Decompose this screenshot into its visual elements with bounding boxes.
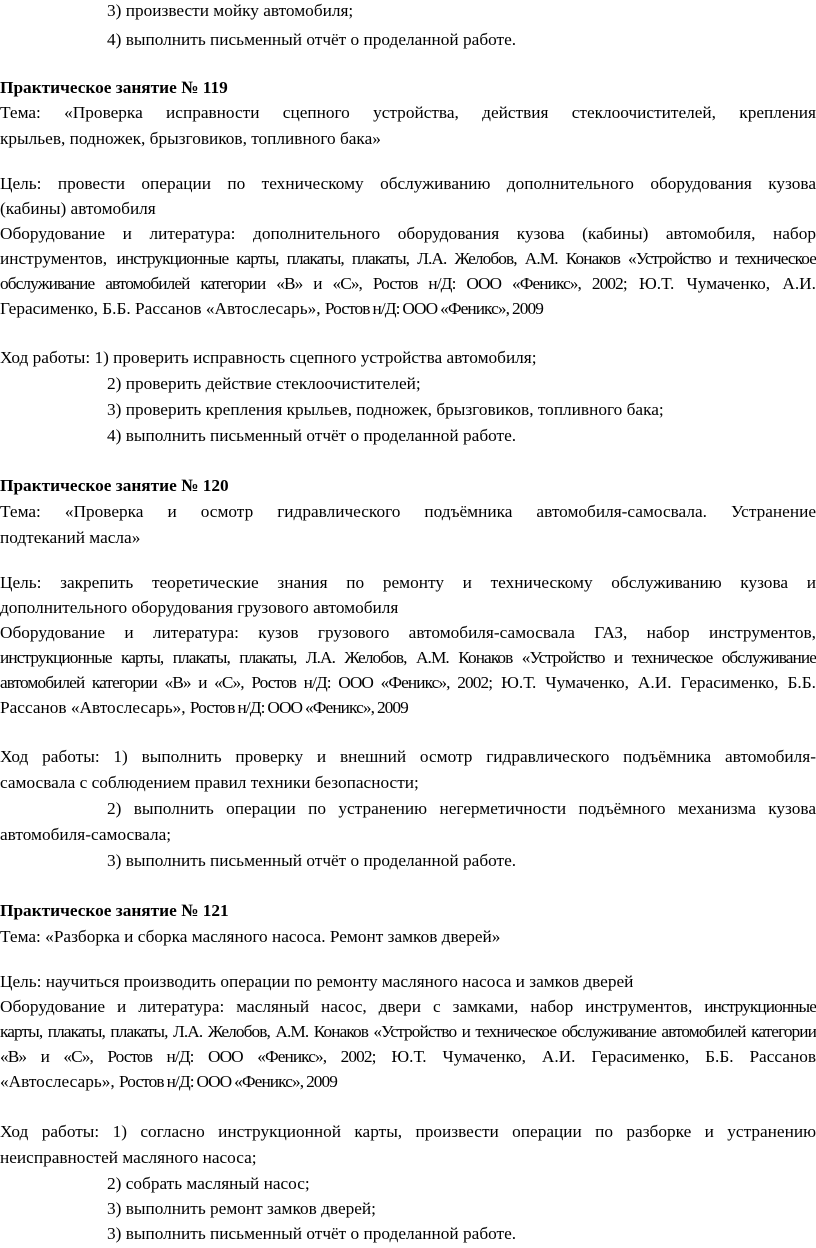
work-step: 4) выполнить письменный отчёт о проделанной работе. bbox=[107, 426, 517, 445]
work-step: 3) выполнить ремонт замков дверей; bbox=[107, 1199, 376, 1218]
lesson-121-topic: Тема: «Разборка и сборка масляного насоса. Ремонт замков дверей» bbox=[0, 927, 501, 946]
lesson-119-topic-cont: крыльев, подножек, брызговиков, топливного бака» bbox=[0, 129, 381, 148]
work-step: 3) произвести мойку автомобиля; bbox=[107, 1, 354, 20]
lesson-119-title: Практическое занятие № 119 bbox=[0, 78, 228, 97]
lesson-121-goal: Цель: научиться производить операции по ремонту масляного насоса и замков дверей bbox=[0, 972, 634, 991]
lesson-120-goal-cont: дополнительного оборудования грузового автомобиля bbox=[0, 598, 399, 617]
lesson-119-equipment: Оборудование и литература: дополнительного оборудования кузова (кабины) автомобиля, набор bbox=[0, 224, 816, 243]
lesson-120-equipment-cont: инструкционные карты, плакаты, плакаты, Л.А. Желобов, А.М. Конаков «Устройство и техническое обслуживание bbox=[0, 648, 816, 667]
lesson-119-topic: Тема: «Проверка исправности сцепного устройства, действия стеклоочистителей, крепления bbox=[0, 103, 816, 122]
work-step: 2) собрать масляный насос; bbox=[107, 1174, 310, 1193]
work-step-cont: автомобиля-самосвала; bbox=[0, 825, 172, 844]
lesson-121-title: Практическое занятие № 121 bbox=[0, 901, 229, 920]
lesson-121-equipment-cont: «В» и «С», Ростов н/Д: ООО «Феникс», 2002; Ю.Т. Чумаченко, А.И. Герасименко, Б.Б. Рассанов bbox=[0, 1047, 816, 1066]
lesson-120-equipment-cont: автомобилей категории «В» и «С», Ростов н/Д: ООО «Феникс», 2002; Ю.Т. Чумаченко, А.И. Герасименко, Б.Б. bbox=[0, 673, 816, 692]
lesson-120-title: Практическое занятие № 120 bbox=[0, 476, 229, 495]
lesson-119-equipment-cont: Герасименко, Б.Б. Рассанов «Автослесарь», Ростов н/Д: ООО «Феникс», 2009 bbox=[0, 299, 543, 318]
lesson-121-equipment-cont: «Автослесарь», Ростов н/Д: ООО «Феникс», 2009 bbox=[0, 1072, 338, 1091]
lesson-121-work: Ход работы: 1) согласно инструкционной карты, произвести операции по разборке и устранению bbox=[0, 1122, 816, 1141]
work-step: 3) проверить крепления крыльев, подножек, брызговиков, топливного бака; bbox=[107, 400, 664, 419]
work-step: 2) выполнить операции по устранению негерметичности подъёмного механизма кузова bbox=[107, 799, 816, 818]
work-step: 3) выполнить письменный отчёт о проделанной работе. bbox=[107, 1224, 517, 1243]
lesson-120-work: Ход работы: 1) выполнить проверку и внешний осмотр гидравлического подъёмника автомобиля- bbox=[0, 747, 816, 766]
lesson-119-goal-cont: (кабины) автомобиля bbox=[0, 199, 156, 218]
lesson-119-goal: Цель: провести операции по техническому обслуживанию дополнительного оборудования кузова bbox=[0, 174, 816, 193]
lesson-121-equipment-cont: карты, плакаты, плакаты, Л.А. Желобов, А.М. Конаков «Устройство и техническое обслуживание автомобилей категории bbox=[0, 1022, 816, 1041]
lesson-120-work-cont: самосвала с соблюдением правил техники безопасности; bbox=[0, 773, 419, 792]
lesson-119-equipment-cont: инструментов, инструкционные карты, плакаты, плакаты, Л.А. Желобов, А.М. Конаков «Устройство и техническое bbox=[0, 249, 816, 268]
work-step: 3) выполнить письменный отчёт о проделанной работе. bbox=[107, 851, 517, 870]
lesson-119-work: Ход работы: 1) проверить исправность сцепного устройства автомобиля; bbox=[0, 348, 537, 367]
work-step: 2) проверить действие стеклоочистителей; bbox=[107, 374, 421, 393]
lesson-120-topic-cont: подтеканий масла» bbox=[0, 528, 141, 547]
lesson-121-work-cont: неисправностей масляного насоса; bbox=[0, 1148, 257, 1167]
lesson-120-goal: Цель: закрепить теоретические знания по ремонту и техническому обслуживанию кузова и bbox=[0, 573, 816, 592]
lesson-120-equipment: Оборудование и литература: кузов грузового автомобиля-самосвала ГАЗ, набор инструментов, bbox=[0, 623, 816, 642]
lesson-120-topic: Тема: «Проверка и осмотр гидравлического подъёмника автомобиля-самосвала. Устранение bbox=[0, 502, 816, 521]
work-step: 4) выполнить письменный отчёт о проделанной работе. bbox=[107, 30, 517, 49]
lesson-121-equipment: Оборудование и литература: масляный насос, двери с замками, набор инструментов, инструкционные bbox=[0, 997, 816, 1016]
lesson-120-equipment-cont: Рассанов «Автослесарь», Ростов н/Д: ООО «Феникс», 2009 bbox=[0, 698, 408, 717]
lesson-119-equipment-cont: обслуживание автомобилей категории «В» и «С», Ростов н/Д: ООО «Феникс», 2002; Ю.Т. Чумаченко, А.И. bbox=[0, 274, 816, 293]
